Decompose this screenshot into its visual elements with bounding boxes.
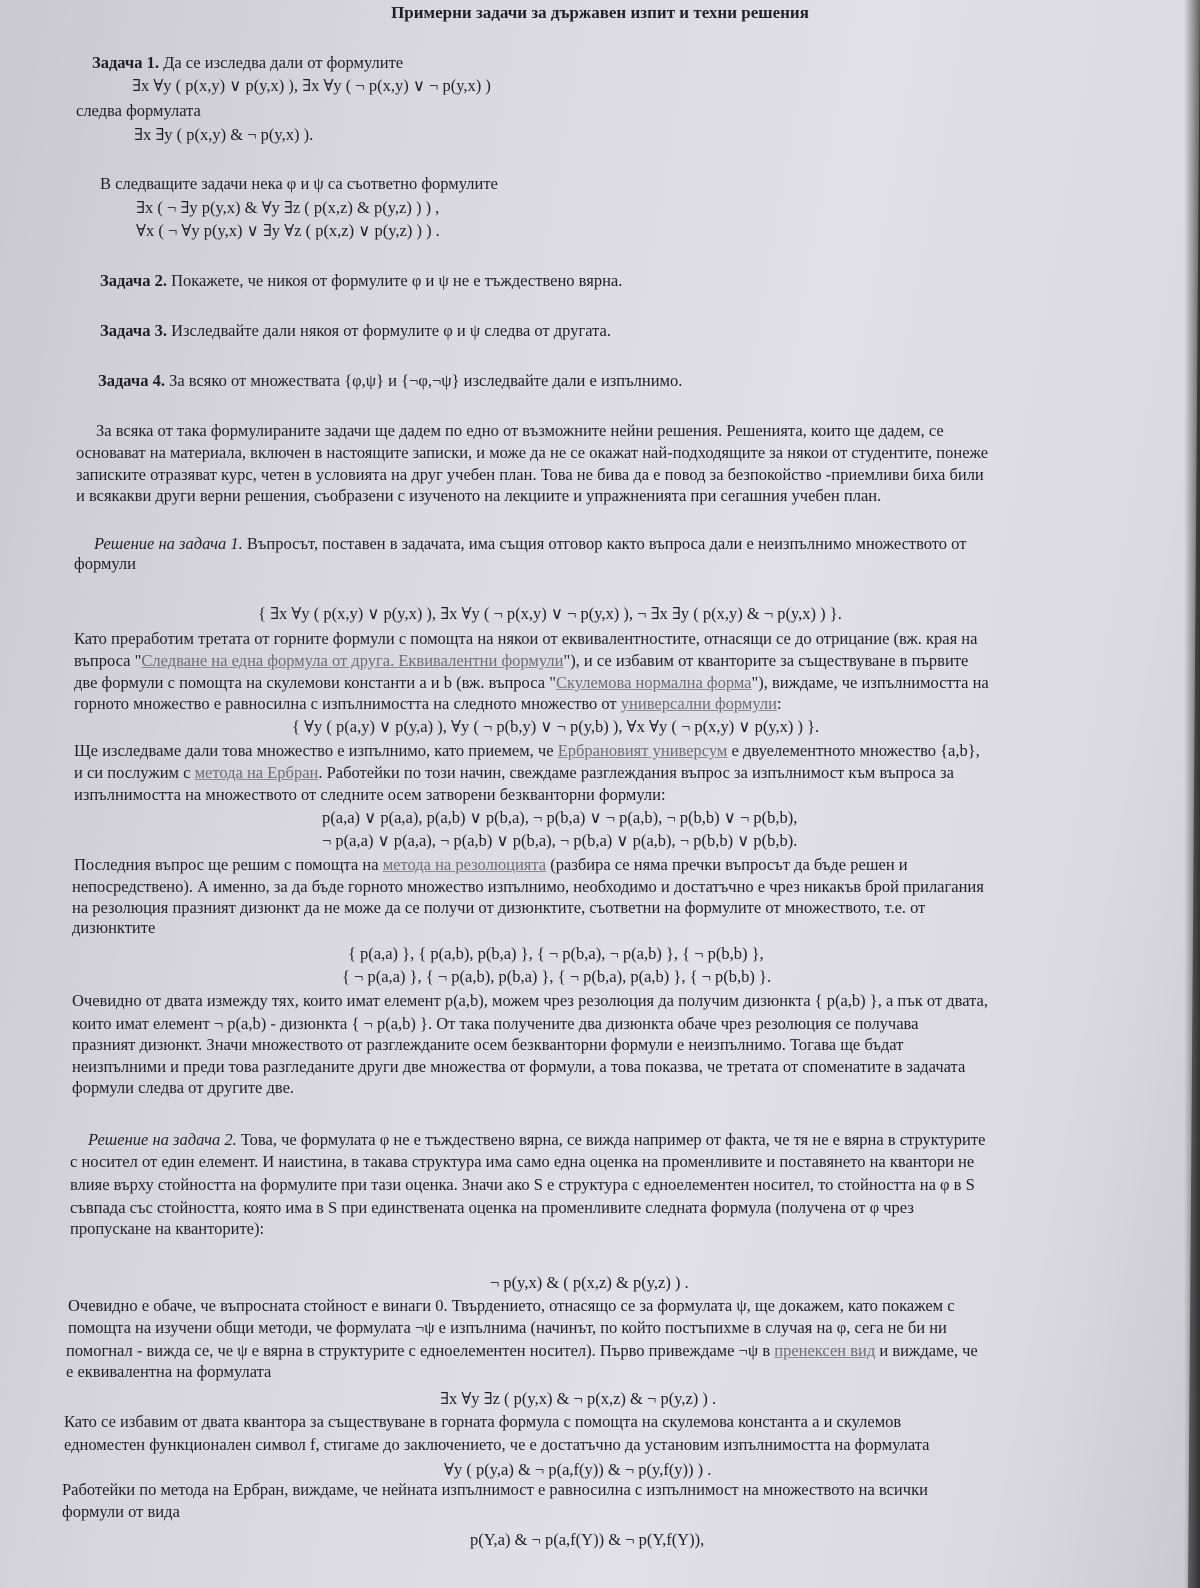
text-run: . Работейки по този начин, свеждаме разглеждания въпрос за изпълнимост към въпроса за bbox=[318, 763, 954, 782]
sol2-heading-line bbox=[88, 1130, 985, 1150]
intro-line: основават на материала, включен в настоящите записки, и може да не се окажат най-подходящите за някои от студентите, понеже bbox=[76, 443, 989, 462]
sol1-text-line: формули bbox=[74, 554, 136, 573]
sol1-label: Решение на задача 1. bbox=[94, 534, 243, 553]
sol1-text-line bbox=[74, 673, 989, 693]
task1-formulas: ∃x ∀y ( p(x,y) ∨ p(y,x) ), ∃x ∀y ( ¬ p(x,y) ∨ ¬ p(y,x) ) bbox=[132, 76, 491, 95]
task4-label: Задача 4. bbox=[98, 371, 165, 390]
task1-text: Да се изследва дали от формулите bbox=[163, 53, 404, 72]
intro-line: записките отразяват курс, четен в условията на друг учебен план. Това не бива да е повод за безпокойство -приемливи биха били bbox=[76, 465, 984, 484]
link-prenex-form[interactable]: пренексен вид bbox=[774, 1341, 876, 1360]
sol1-clauses: { p(a,a) }, { p(a,b), p(b,a) }, { ¬ p(b,a), ¬ p(a,b) }, { ¬ p(b,b) }, bbox=[348, 944, 764, 963]
sol2-text-line: пропускане на кванторите): bbox=[70, 1219, 265, 1238]
sol2-formula: ∀y ( p(y,a) & ¬ p(a,f(y)) & ¬ p(y,f(y)) ) . bbox=[444, 1460, 712, 1479]
text-run: помогнал - вижда се, че ψ е вярна в структурите с едноелементен носител). Първо привеждаме ¬ψ в bbox=[66, 1341, 775, 1360]
task2-label: Задача 2. bbox=[100, 271, 167, 290]
sol2-text-line: едноместен функционален символ f, стигаме до заключението, че е достатъчно да установим изпълнимостта на формулата bbox=[64, 1435, 930, 1454]
text-run: Последния въпрос ще решим с помощта на bbox=[74, 855, 383, 874]
sol1-text-line: които имат елемент ¬ p(a,b) - дизюнкта { ¬ p(a,b) }. От така получените два дизюнкта обаче чрез резолюция се получава bbox=[72, 1014, 919, 1033]
text-run: и виждаме, че bbox=[875, 1341, 978, 1360]
link-herbrand-universe[interactable]: Ербрановият универсум bbox=[557, 741, 728, 760]
sol1-text-line bbox=[74, 763, 954, 783]
task1-statement bbox=[92, 53, 403, 73]
text-run: въпроса " bbox=[74, 651, 142, 670]
sol1-set2: { ∀y ( p(a,y) ∨ p(y,a) ), ∀y ( ¬ p(b,y) ∨ ¬ p(y,b) ), ∀x ∀y ( ¬ p(x,y) ∨ p(y,x) ) }. bbox=[292, 717, 820, 736]
sol1-text-line bbox=[74, 651, 968, 671]
link-equivalent-formulas[interactable]: Следване на една формула от друга. Еквивалентни формули bbox=[141, 651, 564, 670]
task1-label: Задача 1. bbox=[92, 53, 159, 72]
sol1-text-line: неизпълними и преди това разгледаните други две множества от формули, а това показва, че третата от споменатите в задачата bbox=[72, 1057, 966, 1076]
sol2-text-line: Като се избавим от двата квантора за съществуване в горната формула с помощта на скулемова константа a и скулемов bbox=[64, 1412, 902, 1431]
sol2-formula: ¬ p(y,x) & ( p(x,z) & p(y,z) ) . bbox=[490, 1273, 689, 1292]
sol2-text-line bbox=[66, 1341, 978, 1361]
sol2-text-line: помощта на изучени общи методи, че формулата ¬ψ е изпълнима (начинът, по който постъпихме в случая на φ, сега не би ни bbox=[68, 1318, 947, 1337]
text-run: и си послужим с bbox=[74, 763, 195, 782]
phi-formula: ∃x ( ¬ ∃y p(y,x) & ∀y ∃z ( p(x,z) & p(y,z) ) ) , bbox=[136, 198, 440, 217]
sol1-text-line: на резолюция празният дизюнкт да не може да се получи от дизюнктите, съответни на формулите от множеството, т.е. от bbox=[72, 898, 926, 917]
sol1-text-line: Като преработим третата от горните формули с помощта на някои от еквивалентностите, отнасящи се до отрицание (вж. края на bbox=[74, 629, 978, 648]
text-run: две формули с помощта на скулемови константи a и b (вж. въпроса " bbox=[74, 673, 556, 692]
sol1-text-line bbox=[74, 855, 908, 875]
task2-text: Покажете, че никоя от формулите φ и ψ не е тъждествено вярна. bbox=[171, 271, 623, 290]
sol1-set1: { ∃x ∀y ( p(x,y) ∨ p(y,x) ), ∃x ∀y ( ¬ p(x,y) ∨ ¬ p(y,x) ), ¬ ∃x ∃y ( p(x,y) & ¬ p(y,x) ) }. bbox=[258, 604, 842, 623]
sol1-text-line bbox=[74, 741, 980, 761]
sol2-text-line: съвпада със стойността, която има в S при единствената оценка на променливите следната формула (получена от φ чрез bbox=[70, 1198, 914, 1217]
sol1-text-line: изпълнимостта на множеството от следните осем затворени безкванторни формули: bbox=[74, 785, 666, 804]
sol1-text-line: формули следва от другите две. bbox=[72, 1078, 295, 1097]
task3-statement bbox=[100, 321, 611, 341]
task3-label: Задача 3. bbox=[100, 321, 167, 340]
psi-formula: ∀x ( ¬ ∀y p(y,x) ∨ ∃y ∀z ( p(x,z) ∨ p(y,z) ) ) . bbox=[136, 221, 440, 240]
link-herbrand-method[interactable]: метода на Ербран bbox=[194, 763, 319, 782]
sol1-text-line: дизюнктите bbox=[72, 918, 156, 937]
text-run: "), и се избавим от кванторите за съществуване в първите bbox=[563, 651, 969, 670]
task2-statement bbox=[100, 271, 622, 291]
text-run: горното множество е равносилна с изпълнимостта на следното множество от bbox=[74, 694, 621, 713]
sol1-ground-formulas: p(a,a) ∨ p(a,a), p(a,b) ∨ p(b,a), ¬ p(b,a) ∨ ¬ p(a,b), ¬ p(b,b) ∨ ¬ p(b,b), bbox=[322, 808, 798, 827]
link-resolution-method[interactable]: метода на резолюцията bbox=[382, 855, 547, 874]
sol1-text-line: непосредствено). А именно, за да бъде горното множество изпълнимо, необходимо и достатъчно е чрез никакъв брой прилагания bbox=[72, 877, 984, 896]
intro-line: и всякакви други верни решения, съобразени с изученото на лекциите и упражненията при сегашния учебен план. bbox=[76, 486, 882, 505]
sol2-text-line: с носител от един елемент. И наистина, в такава структура има само една оценка на променливите и поставянето на квантори не bbox=[70, 1152, 975, 1171]
phi-psi-intro: В следващите задачи нека φ и ψ са съответно формулите bbox=[100, 174, 498, 193]
task4-text: За всяко от множествата {φ,ψ} и {¬φ,¬ψ} изследвайте дали е изпълнимо. bbox=[169, 371, 683, 390]
text-run: (разбира се няма пречки въпросът да бъде решен и bbox=[546, 855, 908, 874]
sol2-formula: ∃x ∀y ∃z ( p(y,x) & ¬ p(x,z) & ¬ p(y,z) ) . bbox=[440, 1389, 717, 1408]
sol2-text-line: Работейки по метода на Ербран, виждаме, че нейната изпълнимост е равносилна с изпълнимост на множеството на всички bbox=[62, 1480, 928, 1499]
sol1-ground-formulas: ¬ p(a,a) ∨ p(a,a), ¬ p(a,b) ∨ p(b,a), ¬ p(b,a) ∨ p(a,b), ¬ p(b,b) ∨ p(b,b). bbox=[322, 831, 798, 850]
page-title: Примерни задачи за държавен изпит и техни решения bbox=[391, 3, 809, 22]
sol1-text-line: празният дизюнкт. Значи множеството от разглежданите осем безкванторни формули е неизпълнимо. Тогава ще бъдат bbox=[72, 1035, 904, 1054]
sol1-text-line bbox=[74, 694, 782, 714]
sol2-label: Решение на задача 2. bbox=[88, 1130, 237, 1149]
task3-text: Изследвайте дали някоя от формулите φ и ψ следва от другата. bbox=[171, 321, 611, 340]
link-universal-formulas[interactable]: универсални формули bbox=[620, 694, 777, 713]
text-run: "), виждаме, че изпълнимостта на bbox=[751, 673, 989, 692]
sol2-text-line: влияе върху стойността на формулите при тази оценка. Значи ако S е структура с едноелементен носител, то стойността на φ в S bbox=[70, 1175, 975, 1194]
sol2-text-line: формули от вида bbox=[62, 1502, 180, 1521]
sol1-text: Въпросът, поставен в задачата, има същия отговор както въпроса дали е неизпълнимо множеството от bbox=[246, 534, 967, 553]
task4-statement bbox=[98, 371, 682, 391]
link-skolem-normal-form[interactable]: Скулемова нормална форма bbox=[555, 673, 752, 692]
sol2-text: Това, че формулата φ не е тъждествено вярна, се вижда например от факта, че тя не е вярна в структурите bbox=[240, 1130, 986, 1149]
sol2-text-line: Очевидно е обаче, че въпросната стойност е винаги 0. Твърдението, отнасящо се за формулата ψ, ще докажем, като покажем с bbox=[68, 1296, 955, 1315]
sol1-text-line: Очевидно от двата измежду тях, които имат елемент p(a,b), можем чрез резолюция да получим дизюнкта { p(a,b) }, а пък от двата, bbox=[72, 991, 988, 1010]
task1-target-formula: ∃x ∃y ( p(x,y) & ¬ p(y,x) ). bbox=[134, 125, 314, 144]
sol2-formula: p(Y,a) & ¬ p(a,f(Y)) & ¬ p(Y,f(Y)), bbox=[470, 1530, 705, 1549]
intro-line: За всяка от така формулираните задачи ще дадем по едно от възможните нейни решения. Решенията, които ще дадем, се bbox=[96, 421, 944, 440]
sol1-heading-line bbox=[94, 534, 966, 554]
sol1-clauses: { ¬ p(a,a) }, { ¬ p(a,b), p(b,a) }, { ¬ p(b,a), p(a,b) }, { ¬ p(b,b) }. bbox=[342, 967, 772, 986]
text-run: Ще изследваме дали това множество е изпълнимо, като приемем, че bbox=[74, 741, 558, 760]
text-run: : bbox=[776, 694, 782, 713]
text-run: е двуелементното множество {a,b}, bbox=[727, 741, 980, 760]
task1-follows: следва формулата bbox=[76, 101, 201, 120]
sol2-text-line: е еквивалентна на формулата bbox=[66, 1362, 272, 1381]
